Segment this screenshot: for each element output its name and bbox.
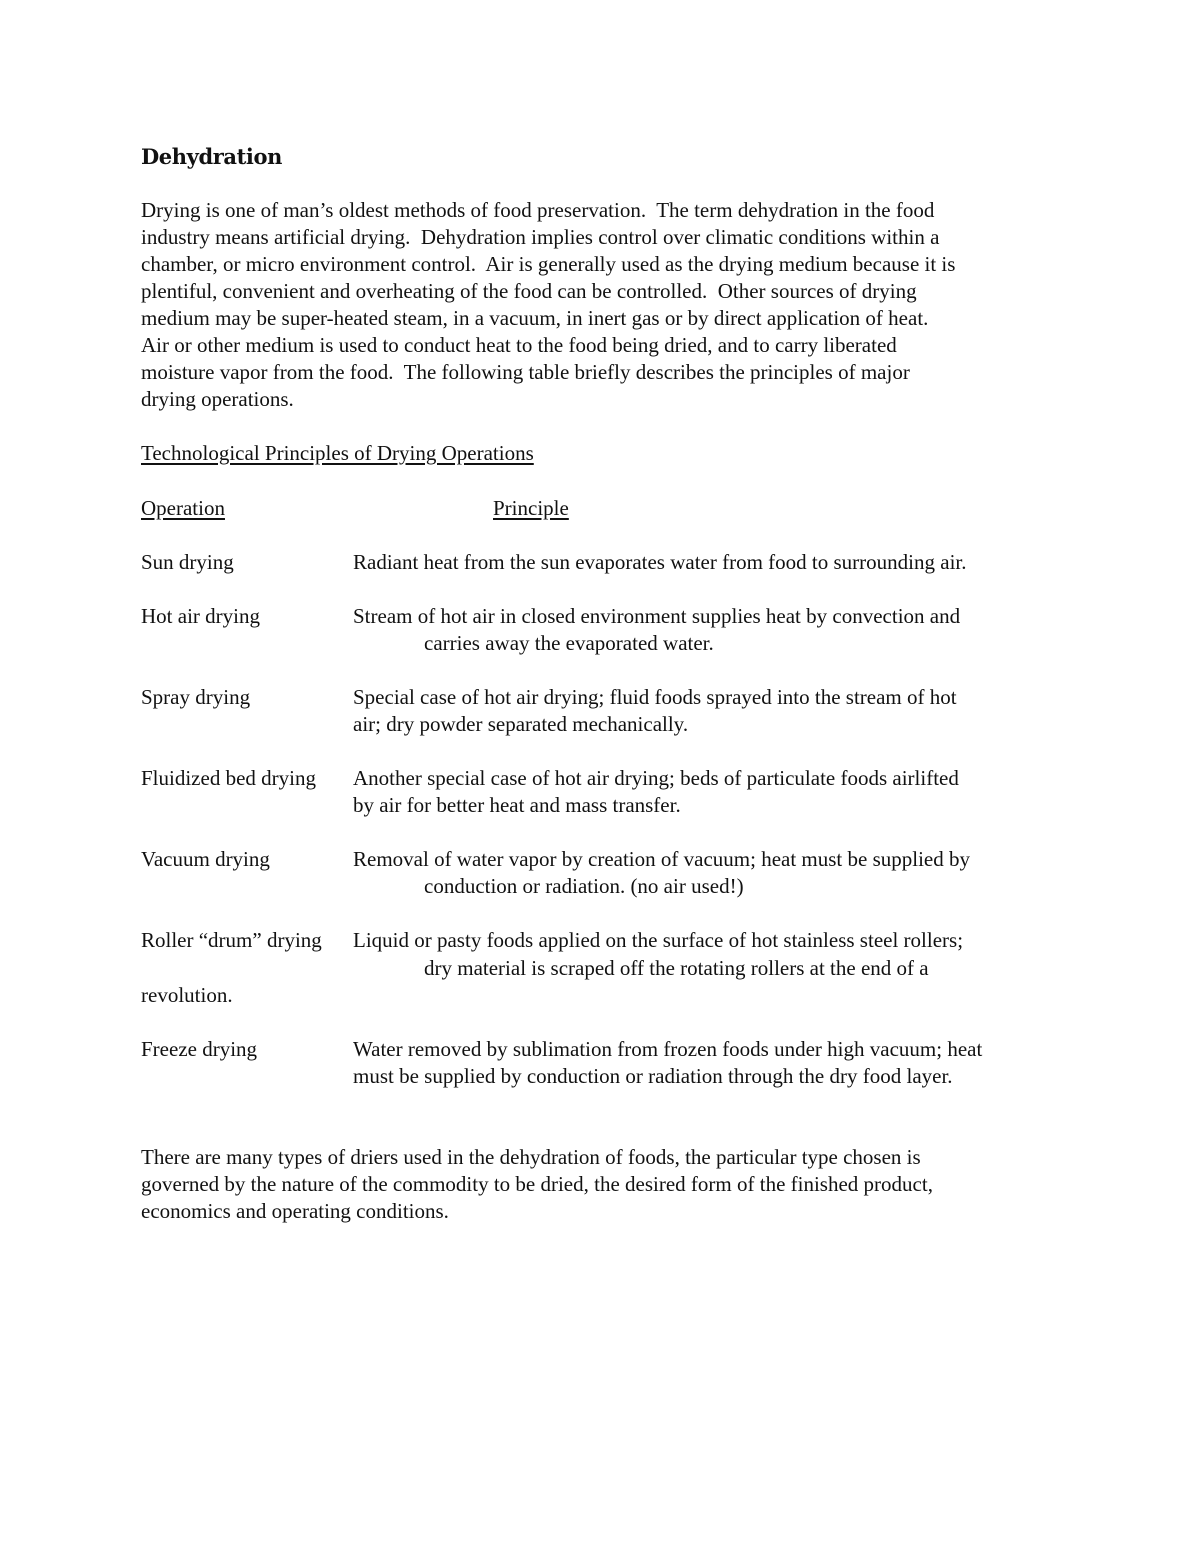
intro-line: plentiful, convenient and overheating of the food can be controlled. Other sources of drying — [141, 279, 917, 303]
table-title: Technological Principles of Drying Operations — [141, 441, 534, 465]
row-principle-line: Special case of hot air drying; fluid foods sprayed into the stream of hot — [353, 685, 957, 709]
intro-line: Drying is one of man’s oldest methods of food preservation. The term dehydration in the food — [141, 198, 935, 222]
row-operation: Spray drying — [141, 685, 251, 709]
row-principle-line: Radiant heat from the sun evaporates water from food to surrounding air. — [353, 550, 967, 574]
row-principle-line: Another special case of hot air drying; beds of particulate foods airlifted — [353, 766, 959, 790]
row-principle-line: Water removed by sublimation from frozen foods under high vacuum; heat — [353, 1037, 983, 1061]
row-operation: Sun drying — [141, 550, 234, 574]
row-operation: Fluidized bed drying — [141, 766, 316, 790]
row-principle-line: carries away the evaporated water. — [424, 631, 714, 655]
column-header-operation: Operation — [141, 496, 225, 520]
row-operation: Freeze drying — [141, 1037, 258, 1061]
row-principle-line: conduction or radiation. (no air used!) — [424, 874, 744, 898]
column-header-principle: Principle — [493, 496, 569, 520]
row-principle-line: must be supplied by conduction or radiation through the dry food layer. — [353, 1064, 953, 1088]
row-operation: Roller “drum” drying — [141, 928, 322, 952]
row-principle-line: revolution. — [141, 983, 233, 1007]
closing-line: governed by the nature of the commodity to be dried, the desired form of the finished product, — [141, 1172, 933, 1196]
intro-line: chamber, or micro environment control. Air is generally used as the drying medium because it is — [141, 252, 956, 276]
row-principle-line: Stream of hot air in closed environment supplies heat by convection and — [353, 604, 961, 628]
intro-line: moisture vapor from the food. The following table briefly describes the principles of major — [141, 360, 910, 384]
document-title: Dehydration — [141, 144, 282, 169]
closing-line: There are many types of driers used in the dehydration of foods, the particular type chosen is — [141, 1145, 921, 1169]
intro-line: industry means artificial drying. Dehydration implies control over climatic conditions within a — [141, 225, 940, 249]
intro-line: drying operations. — [141, 387, 294, 411]
row-principle-line: Removal of water vapor by creation of vacuum; heat must be supplied by — [353, 847, 970, 871]
row-principle-line: air; dry powder separated mechanically. — [353, 712, 689, 736]
row-principle-line: dry material is scraped off the rotating rollers at the end of a — [424, 956, 929, 980]
row-operation: Vacuum drying — [141, 847, 270, 871]
row-operation: Hot air drying — [141, 604, 260, 628]
closing-line: economics and operating conditions. — [141, 1199, 449, 1223]
intro-line: medium may be super-heated steam, in a vacuum, in inert gas or by direct application of heat. — [141, 306, 929, 330]
row-principle-line: Liquid or pasty foods applied on the surface of hot stainless steel rollers; — [353, 928, 964, 952]
row-principle-line: by air for better heat and mass transfer. — [353, 793, 681, 817]
intro-line: Air or other medium is used to conduct heat to the food being dried, and to carry liberated — [141, 333, 897, 357]
